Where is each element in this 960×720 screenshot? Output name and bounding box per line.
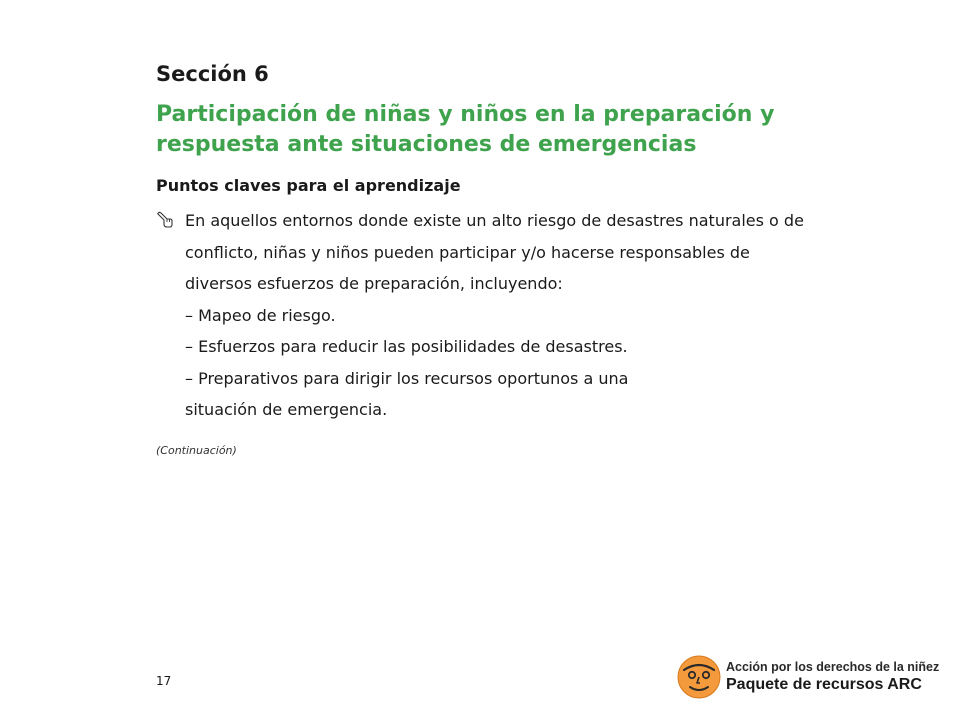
key-point-bullet — [156, 205, 916, 426]
title-line-2: respuesta ante situaciones de emergencias — [156, 132, 697, 157]
bullet-line: situación de emergencia. — [185, 400, 388, 419]
bullet-line: diversos esfuerzos de preparación, incluyendo: — [185, 274, 563, 293]
arc-face-icon — [676, 654, 722, 700]
title-line-1: Participación de niñas y niños en la preparación y — [156, 102, 775, 127]
bullet-line: conflicto, niñas y niños pueden participar y/o hacerse responsables de — [185, 242, 750, 262]
pointing-hand-icon — [156, 211, 174, 229]
page-number: 17 — [156, 674, 172, 688]
section-label: Sección 6 — [156, 62, 269, 86]
bullet-line: – Preparativos para dirigir los recursos oportunos a una — [185, 368, 629, 388]
page-title — [156, 100, 876, 160]
arc-logo — [676, 652, 940, 706]
bullet-line: – Mapeo de riesgo. — [185, 305, 336, 325]
bullet-text — [185, 205, 916, 426]
logo-title: Paquete de recursos ARC — [726, 676, 922, 693]
continuation-note: (Continuación) — [156, 444, 237, 457]
key-points-heading: Puntos claves para el aprendizaje — [156, 176, 461, 195]
bullet-line: – Esfuerzos para reducir las posibilidades de desastres. — [185, 337, 628, 356]
logo-tagline: Acción por los derechos de la niñez — [726, 660, 940, 674]
bullet-line: En aquellos entornos donde existe un alto riesgo de desastres naturales o de — [185, 211, 804, 230]
